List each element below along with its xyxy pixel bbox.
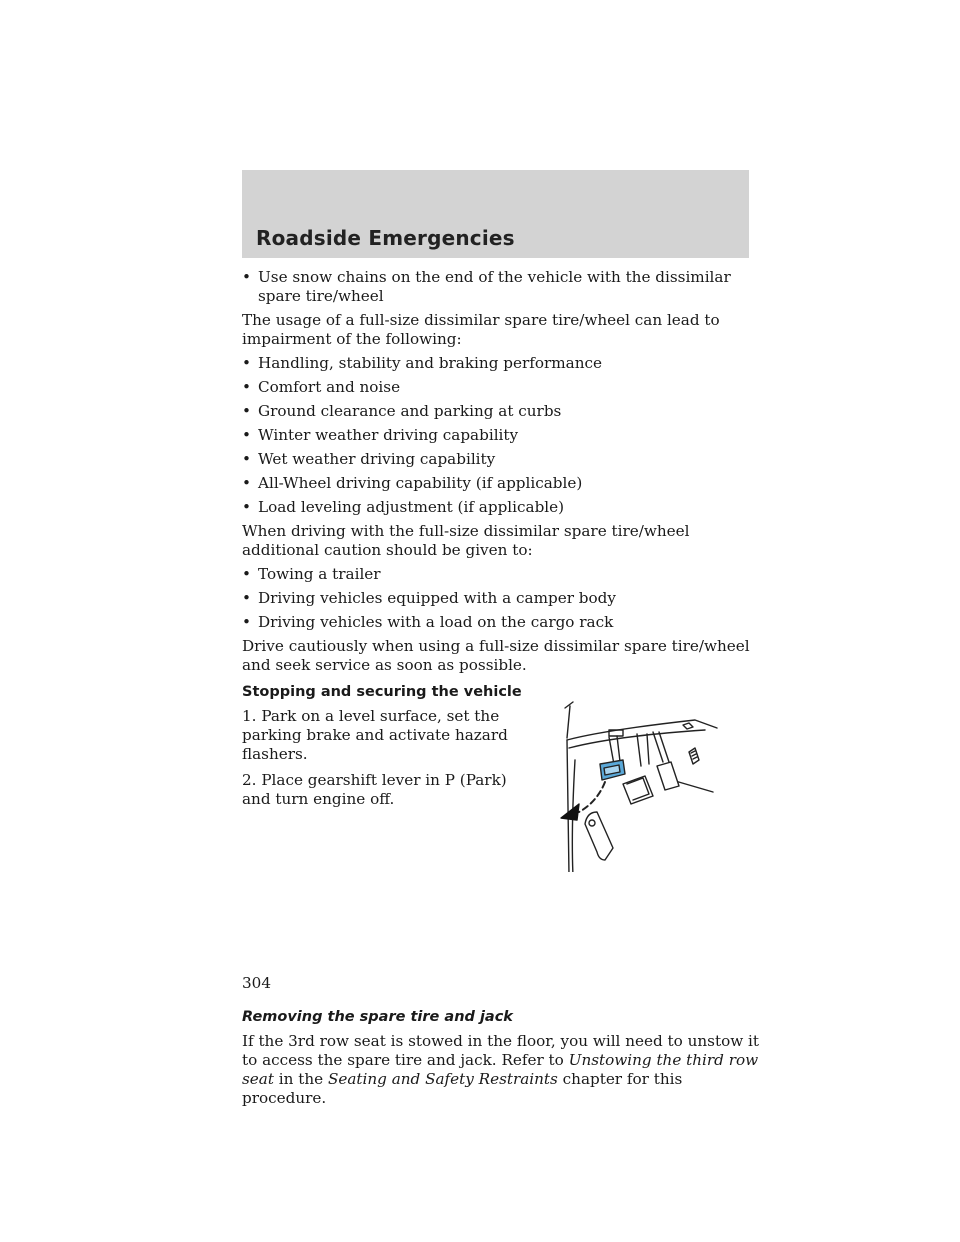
step-1-text: 1. Park on a level surface, set the parking brake and activate hazard flashers. xyxy=(242,707,508,763)
bullet-icon: • xyxy=(242,402,251,420)
caution-list xyxy=(242,565,762,632)
bullet-text: Driving vehicles with a load on the cargo rack xyxy=(258,613,614,631)
section-heading: Removing the spare tire and jack xyxy=(242,1009,513,1025)
page-content xyxy=(242,268,762,1113)
arrow-icon xyxy=(561,804,579,820)
page-title: Roadside Emergencies xyxy=(256,226,515,250)
bullet-icon: • xyxy=(242,589,251,607)
bullet-icon: • xyxy=(242,498,251,516)
pedal-illustration xyxy=(545,700,727,872)
paragraph: Drive cautiously when using a full-size dissimilar spare tire/wheel and seek service as soon as possible. xyxy=(242,637,750,674)
step-2-text: 2. Place gearshift lever in P (Park) and turn engine off. xyxy=(242,771,507,808)
bullet-text: Ground clearance and parking at curbs xyxy=(258,402,562,420)
list-item xyxy=(242,268,762,306)
list-item xyxy=(242,498,762,517)
paragraph xyxy=(242,1032,762,1108)
text-segment: in the xyxy=(273,1070,328,1088)
paragraph: The usage of a full-size dissimilar spare tire/wheel can lead to impairment of the following: xyxy=(242,311,720,348)
paragraph: When driving with the full-size dissimilar spare tire/wheel additional caution should be given to: xyxy=(242,522,690,559)
bullet-text: Wet weather driving capability xyxy=(258,450,496,468)
list-item xyxy=(242,354,762,373)
bullet-text: Winter weather driving capability xyxy=(258,426,519,444)
list-item xyxy=(242,565,762,584)
bullet-icon: • xyxy=(242,613,251,631)
bullet-text: Handling, stability and braking performance xyxy=(258,354,602,372)
bullet-text: Towing a trailer xyxy=(258,565,381,583)
bullet-text: Comfort and noise xyxy=(258,378,401,396)
bullet-text: Use snow chains on the end of the vehicle with the dissimilar spare tire/wheel xyxy=(258,268,731,305)
text-segment: chapter for this procedure. xyxy=(242,1070,683,1107)
page-number: 304 xyxy=(242,974,271,992)
cross-reference-link: Seating and Safety Restraints xyxy=(327,1070,558,1088)
bullet-text: All-Wheel driving capability (if applicable) xyxy=(258,474,583,492)
cross-reference-link: Unstowing the third row seat xyxy=(242,1051,759,1088)
section-heading: Stopping and securing the vehicle xyxy=(242,684,522,700)
bullet-icon: • xyxy=(242,565,251,583)
list-item xyxy=(242,402,762,421)
list-item xyxy=(242,450,762,469)
text-segment: If the 3rd row seat is stowed in the floor, you will need to unstow it to access the spare tire and jack. Refer to xyxy=(242,1032,760,1069)
list-item xyxy=(242,613,762,632)
list-item xyxy=(242,474,762,493)
bullet-text: Driving vehicles equipped with a camper body xyxy=(258,589,616,607)
bullet-icon: • xyxy=(242,474,251,492)
list-item xyxy=(242,426,762,445)
bullet-icon: • xyxy=(242,268,251,286)
bullet-icon: • xyxy=(242,378,251,396)
list-item xyxy=(242,378,762,397)
impairment-list xyxy=(242,354,762,517)
bullet-icon: • xyxy=(242,450,251,468)
bullet-icon: • xyxy=(242,354,251,372)
bullet-icon: • xyxy=(242,426,251,444)
list-item xyxy=(242,589,762,608)
bullet-text: Load leveling adjustment (if applicable) xyxy=(258,498,565,516)
parking-brake-pedal-icon xyxy=(600,760,625,780)
